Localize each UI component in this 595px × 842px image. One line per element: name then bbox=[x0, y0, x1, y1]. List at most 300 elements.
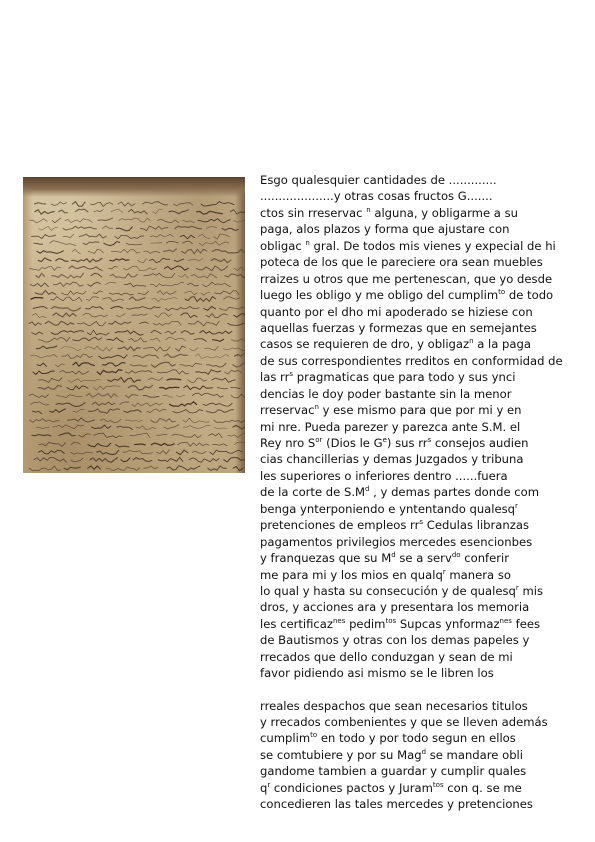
handwriting-stroke bbox=[61, 347, 81, 351]
handwriting-stroke bbox=[138, 291, 149, 295]
handwriting-stroke bbox=[36, 273, 45, 277]
transcription-paragraph-2 bbox=[260, 698, 580, 813]
handwriting-stroke bbox=[30, 219, 48, 223]
text-line bbox=[260, 796, 580, 812]
text-segment: Supcas ynformaz bbox=[396, 616, 500, 631]
handwriting-stroke bbox=[116, 445, 129, 447]
handwriting-stroke bbox=[119, 218, 150, 222]
text-segment: pretenciones de empleos rr bbox=[260, 518, 420, 533]
handwriting-strokes bbox=[23, 177, 245, 473]
handwriting-stroke bbox=[56, 259, 68, 262]
handwriting-stroke bbox=[69, 266, 102, 271]
handwriting-stroke bbox=[111, 209, 123, 212]
handwriting-stroke bbox=[38, 378, 62, 383]
text-line bbox=[260, 534, 580, 550]
handwriting-stroke bbox=[100, 419, 121, 423]
text-line bbox=[260, 599, 580, 615]
handwriting-stroke bbox=[165, 331, 176, 334]
handwriting-stroke bbox=[152, 210, 162, 214]
handwriting-stroke bbox=[148, 378, 163, 381]
handwriting-stroke bbox=[127, 307, 161, 310]
handwriting-stroke bbox=[222, 228, 238, 230]
handwriting-stroke bbox=[51, 202, 66, 206]
handwriting-stroke bbox=[189, 348, 198, 351]
handwriting-stroke bbox=[150, 235, 173, 238]
handwriting-stroke bbox=[94, 433, 122, 437]
text-segment: dros, y acciones ara y presentara los memoria bbox=[260, 600, 530, 615]
handwriting-stroke bbox=[165, 266, 189, 270]
text-segment: se a serv bbox=[395, 551, 452, 566]
abbreviation-superscript: or bbox=[315, 436, 323, 444]
text-line bbox=[260, 468, 580, 484]
text-segment: lo qual y hasta su consecución y de qualesq bbox=[260, 583, 516, 598]
text-segment: a la paga bbox=[473, 337, 531, 352]
handwriting-stroke bbox=[93, 386, 120, 390]
handwriting-stroke bbox=[151, 443, 174, 445]
abbreviation-superscript: to bbox=[498, 288, 506, 297]
handwriting-stroke bbox=[150, 258, 170, 262]
text-line bbox=[260, 320, 580, 336]
text-segment: les superiores o inferiores dentro ......fuera bbox=[260, 468, 508, 483]
handwriting-stroke bbox=[128, 386, 152, 390]
text-segment: Rey nro S bbox=[260, 436, 316, 450]
handwriting-stroke bbox=[144, 251, 160, 253]
handwriting-stroke bbox=[192, 393, 223, 397]
handwriting-stroke bbox=[61, 291, 86, 295]
text-segment: poteca de los que le pareciere ora sean muebles bbox=[260, 255, 543, 270]
handwriting-stroke bbox=[151, 362, 175, 367]
handwriting-stroke bbox=[116, 227, 132, 231]
text-line bbox=[260, 353, 580, 369]
handwriting-stroke bbox=[224, 297, 240, 299]
handwriting-stroke bbox=[30, 283, 48, 287]
handwriting-stroke bbox=[173, 410, 203, 414]
handwriting-stroke bbox=[111, 307, 123, 309]
handwriting-stroke bbox=[38, 258, 51, 262]
handwriting-stroke bbox=[139, 322, 148, 324]
text-line bbox=[260, 649, 580, 665]
handwriting-stroke bbox=[233, 467, 242, 471]
handwriting-stroke bbox=[234, 266, 245, 271]
handwriting-stroke bbox=[225, 274, 245, 278]
text-segment: y rrecados combenientes y que se lleven además bbox=[260, 715, 548, 729]
handwriting-stroke bbox=[210, 450, 242, 455]
text-segment: Cedulas libranzas bbox=[423, 518, 529, 533]
handwriting-stroke bbox=[109, 267, 118, 269]
handwriting-stroke bbox=[166, 241, 178, 243]
handwriting-stroke bbox=[215, 291, 240, 295]
text-line bbox=[260, 780, 580, 796]
handwriting-stroke bbox=[126, 395, 138, 398]
handwriting-stroke bbox=[176, 395, 184, 397]
text-segment: mis bbox=[518, 583, 544, 598]
handwriting-stroke bbox=[163, 395, 172, 397]
handwriting-stroke bbox=[76, 209, 88, 212]
handwriting-stroke bbox=[232, 337, 245, 341]
handwriting-stroke bbox=[53, 313, 76, 317]
handwriting-stroke bbox=[123, 266, 156, 270]
handwriting-stroke bbox=[217, 388, 227, 389]
abbreviation-superscript: do bbox=[451, 551, 461, 560]
text-segment: aquellas fuerzas y formezas que en semejantes bbox=[260, 320, 537, 335]
handwriting-stroke bbox=[129, 297, 145, 300]
text-line bbox=[260, 188, 580, 204]
handwriting-stroke bbox=[198, 234, 210, 238]
handwriting-stroke bbox=[97, 450, 119, 454]
handwriting-stroke bbox=[231, 394, 245, 398]
handwriting-stroke bbox=[30, 266, 61, 270]
handwriting-stroke bbox=[224, 457, 245, 462]
handwriting-stroke bbox=[143, 396, 159, 398]
handwriting-stroke bbox=[206, 410, 233, 413]
abbreviation-superscript: to bbox=[310, 731, 318, 740]
abbreviation-superscript: r bbox=[442, 567, 446, 576]
handwriting-stroke bbox=[234, 313, 245, 317]
handwriting-stroke bbox=[225, 370, 241, 374]
handwriting-stroke bbox=[71, 458, 84, 462]
handwriting-stroke bbox=[35, 210, 54, 215]
abbreviation-superscript: s bbox=[427, 436, 432, 444]
text-segment: dencias le doy poder bastante sin la menor bbox=[260, 386, 512, 401]
handwriting-stroke bbox=[140, 226, 168, 231]
handwriting-stroke bbox=[33, 307, 47, 309]
handwriting-stroke bbox=[130, 433, 150, 438]
handwriting-stroke bbox=[199, 241, 229, 245]
text-segment: cias chancillerias y demas Juzgados y tribuna bbox=[260, 452, 524, 467]
text-segment: benga ynterponiendo e yntentando qualesq bbox=[260, 501, 516, 516]
abbreviation-superscript: r bbox=[515, 501, 518, 510]
handwriting-stroke bbox=[184, 386, 213, 390]
handwriting-stroke bbox=[189, 458, 219, 462]
text-segment: rreales despachos que sean necesarios titulos bbox=[260, 698, 528, 713]
handwriting-stroke bbox=[120, 402, 129, 404]
handwriting-stroke bbox=[157, 450, 170, 454]
text-line bbox=[260, 336, 580, 352]
handwriting-stroke bbox=[185, 297, 215, 302]
text-line bbox=[260, 763, 580, 779]
handwriting-stroke bbox=[59, 433, 75, 436]
text-line bbox=[260, 698, 580, 714]
text-segment: quanto por el dho mi apoderado se hiziese con bbox=[260, 304, 533, 319]
handwriting-stroke bbox=[37, 251, 64, 254]
handwriting-stroke bbox=[118, 202, 135, 206]
text-segment: pragmaticas que para todo y sus ynci bbox=[293, 370, 516, 385]
handwriting-stroke bbox=[194, 339, 206, 342]
handwriting-stroke bbox=[157, 434, 167, 435]
abbreviation-superscript: n bbox=[469, 337, 474, 346]
handwriting-stroke bbox=[102, 226, 112, 229]
handwriting-stroke bbox=[208, 466, 226, 471]
handwriting-stroke bbox=[211, 259, 231, 263]
handwriting-stroke bbox=[53, 425, 84, 429]
text-segment: consejos audien bbox=[431, 436, 529, 450]
handwriting-stroke bbox=[183, 418, 209, 423]
handwriting-stroke bbox=[30, 419, 59, 423]
handwriting-stroke bbox=[83, 313, 108, 317]
handwriting-stroke bbox=[203, 403, 232, 406]
text-segment: de sus correspondientes rreditos en conformidad de bbox=[260, 353, 563, 368]
handwriting-stroke bbox=[32, 313, 46, 317]
abbreviation-superscript: s bbox=[289, 370, 294, 379]
handwriting-stroke bbox=[167, 466, 200, 471]
handwriting-stroke bbox=[71, 442, 80, 444]
handwriting-stroke bbox=[233, 425, 245, 429]
handwriting-stroke bbox=[32, 332, 43, 335]
handwriting-stroke bbox=[176, 346, 186, 351]
transcription-paragraph-1 bbox=[260, 172, 580, 682]
handwriting-stroke bbox=[201, 292, 210, 295]
text-segment: se mandare obli bbox=[426, 747, 523, 762]
handwriting-stroke bbox=[83, 242, 99, 245]
handwriting-stroke bbox=[205, 346, 219, 350]
text-segment: concedieren las tales mercedes y pretenciones bbox=[260, 797, 533, 812]
handwriting-stroke bbox=[52, 218, 61, 223]
handwriting-stroke bbox=[38, 385, 61, 389]
handwriting-stroke bbox=[108, 378, 141, 383]
text-segment: ....................y otras cosas fructos G....... bbox=[260, 189, 493, 204]
handwriting-stroke bbox=[151, 243, 162, 244]
handwriting-stroke bbox=[54, 282, 84, 286]
abbreviation-superscript: n bbox=[314, 403, 319, 412]
handwriting-stroke bbox=[132, 403, 162, 407]
handwriting-stroke bbox=[128, 209, 147, 214]
handwriting-stroke bbox=[144, 273, 175, 278]
text-line bbox=[260, 714, 580, 730]
text-segment: las rr bbox=[260, 370, 290, 385]
handwriting-stroke bbox=[29, 466, 60, 471]
handwriting-stroke bbox=[143, 347, 170, 351]
handwriting-stroke bbox=[166, 337, 186, 340]
handwriting-stroke bbox=[204, 307, 216, 311]
handwriting-stroke bbox=[188, 321, 219, 326]
text-line bbox=[260, 238, 580, 254]
handwriting-stroke bbox=[55, 364, 64, 367]
handwriting-stroke bbox=[91, 273, 102, 277]
handwriting-stroke bbox=[106, 467, 140, 471]
handwriting-stroke bbox=[110, 274, 137, 278]
handwriting-stroke bbox=[73, 337, 102, 340]
handwriting-stroke bbox=[181, 331, 194, 335]
text-line bbox=[260, 435, 580, 451]
handwriting-stroke bbox=[152, 297, 178, 301]
handwriting-stroke bbox=[86, 393, 117, 397]
handwriting-stroke bbox=[228, 433, 245, 438]
page-edge-top bbox=[23, 177, 245, 197]
paragraph-gap bbox=[260, 682, 580, 698]
handwriting-stroke bbox=[196, 266, 227, 271]
text-line bbox=[260, 730, 580, 746]
handwriting-stroke bbox=[231, 388, 240, 389]
handwriting-stroke bbox=[197, 211, 223, 214]
handwriting-stroke bbox=[104, 242, 120, 246]
abbreviation-superscript: d bbox=[391, 551, 396, 560]
handwriting-stroke bbox=[39, 442, 65, 446]
handwriting-stroke bbox=[151, 330, 161, 334]
text-line bbox=[260, 254, 580, 270]
handwriting-stroke bbox=[160, 387, 179, 389]
handwriting-stroke bbox=[212, 444, 227, 446]
handwriting-stroke bbox=[99, 355, 127, 359]
text-segment: , y demas partes donde com bbox=[369, 485, 540, 500]
text-line bbox=[260, 419, 580, 435]
handwriting-stroke bbox=[138, 259, 147, 263]
text-segment: y franquezas que su M bbox=[260, 551, 392, 566]
abbreviation-superscript: tos bbox=[432, 780, 444, 789]
handwriting-stroke bbox=[133, 355, 159, 359]
handwriting-stroke bbox=[65, 219, 92, 223]
text-segment: con q. se me bbox=[443, 780, 522, 795]
handwriting-stroke bbox=[50, 241, 76, 246]
handwriting-stroke bbox=[124, 283, 146, 287]
handwriting-stroke bbox=[184, 425, 210, 428]
handwriting-stroke bbox=[115, 235, 144, 239]
handwriting-stroke bbox=[132, 314, 147, 315]
handwriting-stroke bbox=[85, 346, 113, 351]
handwriting-stroke bbox=[188, 378, 207, 382]
text-segment: de la corte de S.M bbox=[260, 485, 366, 500]
handwriting-stroke bbox=[35, 291, 56, 295]
text-line bbox=[260, 304, 580, 320]
handwriting-stroke bbox=[151, 418, 176, 422]
handwriting-stroke bbox=[33, 411, 42, 414]
handwriting-stroke bbox=[169, 210, 189, 214]
handwriting-stroke bbox=[79, 434, 91, 437]
text-line bbox=[260, 583, 580, 599]
handwriting-stroke bbox=[170, 402, 197, 407]
handwriting-stroke bbox=[86, 306, 103, 309]
handwriting-stroke bbox=[30, 354, 57, 357]
text-segment: (Dios le G bbox=[322, 436, 383, 450]
text-segment: gandome tambien a guardar y cumplir quales bbox=[260, 764, 527, 779]
handwriting-stroke bbox=[180, 363, 202, 366]
handwriting-stroke bbox=[88, 443, 111, 447]
handwriting-stroke bbox=[164, 354, 187, 357]
handwriting-stroke bbox=[103, 298, 124, 302]
handwriting-stroke bbox=[235, 354, 246, 359]
handwriting-stroke bbox=[90, 458, 117, 463]
handwriting-stroke bbox=[123, 450, 153, 453]
handwriting-stroke bbox=[207, 227, 217, 229]
text-segment: conferir bbox=[460, 551, 510, 566]
handwriting-stroke bbox=[188, 259, 202, 261]
handwriting-stroke bbox=[124, 410, 141, 413]
handwriting-stroke bbox=[39, 337, 70, 342]
handwriting-stroke bbox=[164, 425, 179, 429]
handwriting-stroke bbox=[105, 283, 116, 285]
text-segment: les certificaz bbox=[260, 616, 333, 631]
handwriting-stroke bbox=[135, 444, 146, 445]
handwriting-stroke bbox=[209, 433, 222, 437]
handwriting-stroke bbox=[129, 338, 147, 342]
handwriting-stroke bbox=[143, 202, 168, 205]
handwriting-stroke bbox=[180, 235, 195, 239]
handwriting-stroke bbox=[88, 466, 101, 469]
text-segment: ) sus rr bbox=[386, 436, 428, 450]
handwriting-stroke bbox=[31, 298, 43, 300]
handwriting-stroke bbox=[111, 249, 140, 253]
handwriting-stroke bbox=[29, 322, 41, 326]
handwriting-stroke bbox=[206, 314, 227, 318]
handwriting-stroke bbox=[126, 243, 142, 245]
handwriting-stroke bbox=[183, 220, 195, 222]
text-segment: casos se requieren de dro, y obligaz bbox=[260, 337, 470, 352]
text-segment: se comtubiere y por su Mag bbox=[260, 747, 422, 762]
handwriting-stroke bbox=[167, 379, 181, 380]
handwriting-stroke bbox=[79, 234, 106, 238]
text-line bbox=[260, 402, 580, 418]
handwriting-stroke bbox=[191, 274, 217, 278]
abbreviation-superscript: e bbox=[382, 436, 387, 444]
text-line bbox=[260, 484, 580, 500]
text-line bbox=[260, 451, 580, 467]
handwriting-stroke bbox=[116, 314, 125, 317]
handwriting-stroke bbox=[144, 466, 158, 469]
handwriting-stroke bbox=[198, 219, 230, 223]
handwriting-stroke bbox=[71, 452, 93, 454]
handwriting-stroke bbox=[118, 347, 140, 351]
handwriting-stroke bbox=[192, 451, 205, 453]
text-line bbox=[260, 205, 580, 221]
handwriting-stroke bbox=[117, 426, 132, 429]
handwriting-stroke bbox=[234, 442, 245, 446]
handwriting-stroke bbox=[29, 394, 48, 397]
text-line bbox=[260, 501, 580, 517]
text-segment: condiciones pactos y Juram bbox=[270, 780, 433, 795]
handwriting-stroke bbox=[188, 283, 199, 286]
handwriting-stroke bbox=[31, 402, 50, 405]
handwriting-stroke bbox=[34, 458, 67, 463]
handwriting-stroke bbox=[179, 274, 189, 278]
handwriting-stroke bbox=[103, 363, 126, 367]
handwriting-stroke bbox=[60, 371, 89, 375]
handwriting-stroke bbox=[164, 249, 177, 252]
text-segment: alguna, y obligarme a su bbox=[370, 205, 518, 220]
handwriting-stroke bbox=[72, 258, 102, 262]
text-segment: me para mi y los mios en qualq bbox=[260, 567, 443, 582]
text-line bbox=[260, 287, 580, 303]
handwriting-stroke bbox=[36, 427, 49, 429]
handwriting-stroke bbox=[32, 235, 56, 239]
handwriting-stroke bbox=[37, 363, 47, 366]
handwriting-stroke bbox=[88, 282, 101, 286]
handwriting-stroke bbox=[185, 291, 198, 295]
handwriting-stroke bbox=[52, 273, 84, 278]
handwriting-stroke bbox=[88, 409, 119, 414]
handwriting-stroke bbox=[68, 379, 101, 383]
text-segment: cumplim bbox=[260, 731, 311, 746]
handwriting-stroke bbox=[174, 259, 183, 262]
handwriting-stroke bbox=[212, 378, 235, 382]
transcription-text bbox=[260, 172, 580, 813]
handwriting-stroke bbox=[233, 363, 244, 367]
abbreviation-superscript: nes bbox=[333, 616, 346, 625]
handwriting-stroke bbox=[158, 457, 183, 461]
handwriting-stroke bbox=[109, 293, 133, 295]
handwriting-stroke bbox=[178, 442, 209, 446]
handwriting-stroke bbox=[87, 330, 109, 335]
handwriting-stroke bbox=[165, 307, 199, 311]
handwriting-stroke bbox=[57, 395, 83, 398]
text-segment: y ese mismo para que por mi y en bbox=[318, 403, 522, 418]
handwriting-stroke bbox=[34, 243, 43, 244]
handwriting-stroke bbox=[150, 282, 184, 286]
handwriting-stroke bbox=[230, 210, 245, 215]
text-line bbox=[260, 616, 580, 632]
handwriting-stroke bbox=[200, 331, 232, 335]
handwriting-stroke bbox=[107, 338, 123, 343]
handwriting-stroke bbox=[62, 354, 93, 359]
abbreviation-superscript: d bbox=[421, 747, 427, 756]
